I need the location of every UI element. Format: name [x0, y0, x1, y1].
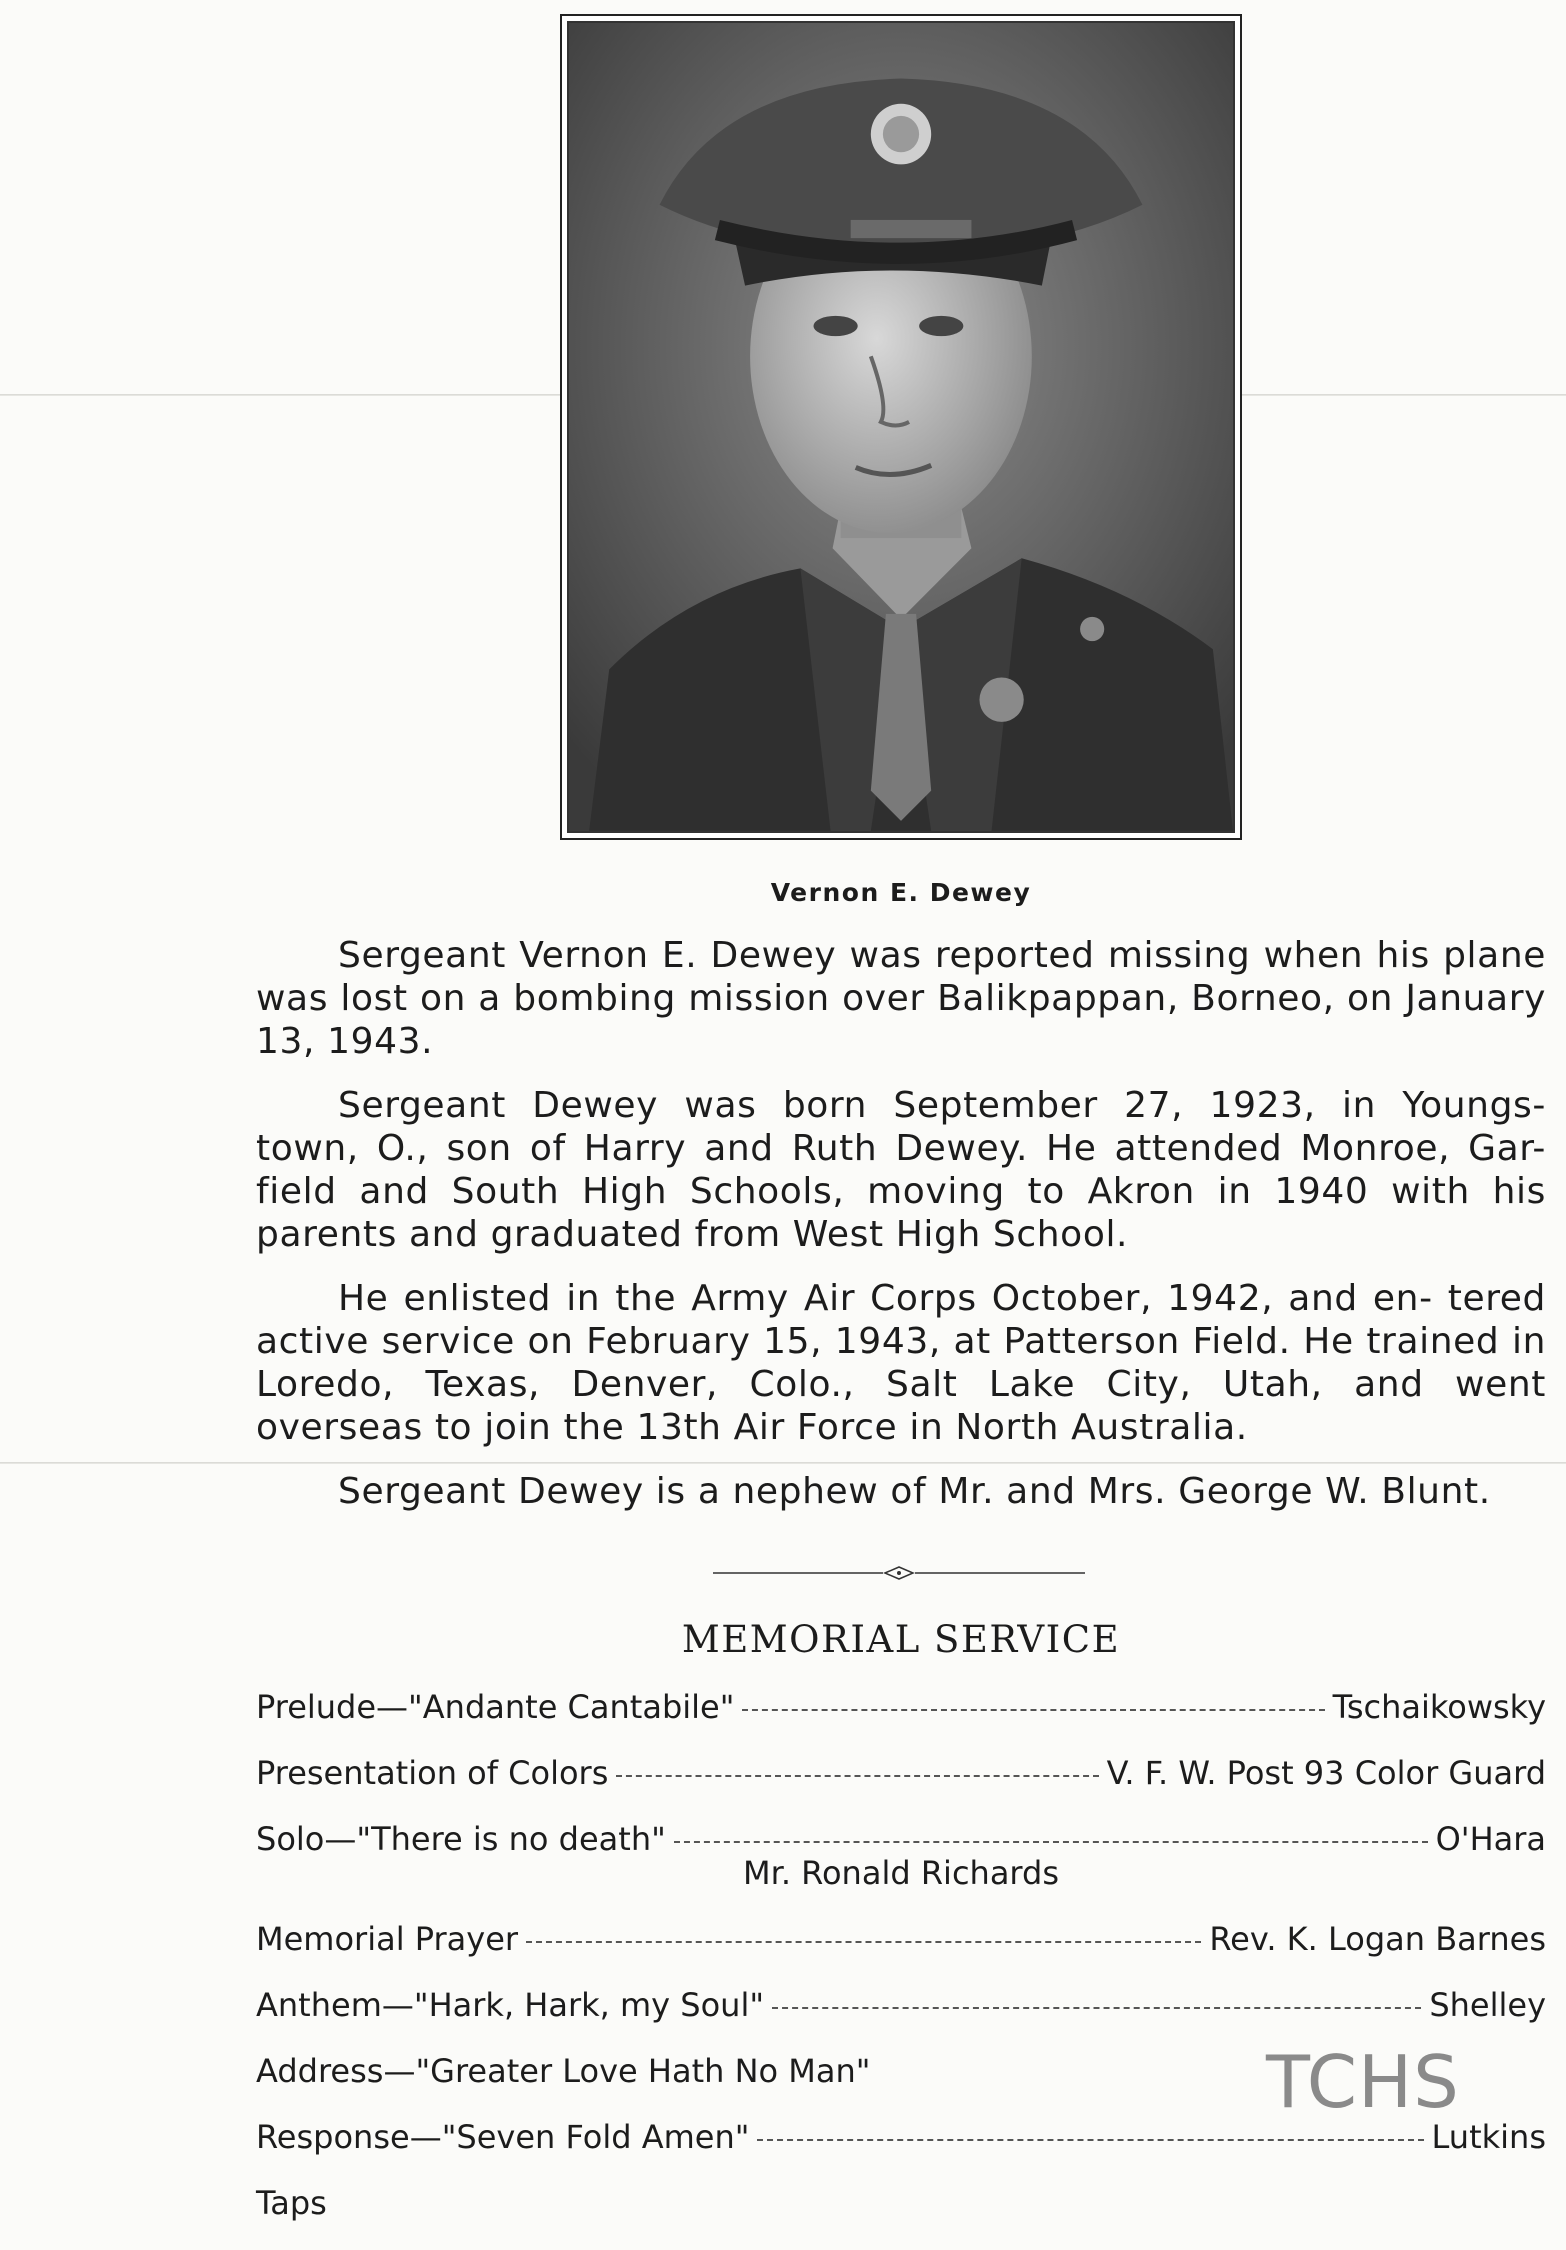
bio-paragraph: Sergeant Dewey is a nephew of Mr. and Mrs. George W. Blunt. [338, 1471, 1491, 1512]
tchs-watermark: TCHS [1266, 2040, 1460, 2124]
biography-text [256, 934, 1546, 1534]
program-item [256, 1688, 1546, 1734]
program-item-performer: Lutkins [1431, 2118, 1546, 2156]
memorial-service-title: MEMORIAL SERVICE [681, 1618, 1121, 1661]
soldier-portrait-image [569, 23, 1233, 831]
program-item [256, 2184, 1546, 2230]
program-item-title: Anthem—"Hark, Hark, my Soul" [256, 1986, 765, 2024]
dotted-leader [674, 1841, 1428, 1843]
program-item-performer: Tschaikowsky [1332, 1688, 1546, 1726]
program-item [256, 1920, 1546, 1966]
service-program [256, 1688, 1546, 2250]
bio-paragraph: He enlisted in the Army Air Corps October, 1942, and en- tered active service on February 15, 1943, at Patterson Field. He trained in Loredo, Texas, Denver, Colo., Salt Lake City, Utah, and went overseas to join the 13th Air Force in North Australia. [256, 1278, 1546, 1448]
program-item-performer: Rev. K. Logan Barnes [1209, 1920, 1546, 1958]
portrait-photo [567, 21, 1235, 833]
program-item [256, 1986, 1546, 2032]
dotted-leader [742, 1709, 1324, 1711]
dotted-leader [526, 1941, 1201, 1943]
program-item-title: Memorial Prayer [256, 1920, 519, 1958]
photo-caption: Vernon E. Dewey [770, 878, 1032, 907]
program-item-performer: V. F. W. Post 93 Color Guard [1106, 1754, 1546, 1792]
program-item [256, 1754, 1546, 1800]
program-item-title: Solo—"There is no death" [256, 1820, 666, 1858]
bio-paragraph: Sergeant Dewey was born September 27, 1923, in Youngs- town, O., son of Harry and Ruth Dewey. He attended Monroe, Gar- field and South High Schools, moving to Akron in 1940 with his parents and graduated from West High School. [256, 1085, 1546, 1255]
dotted-leader [616, 1775, 1098, 1777]
ornamental-divider [713, 1566, 1085, 1580]
program-item-performer: O'Hara [1435, 1820, 1546, 1858]
program-item-soloist: Mr. Ronald Richards [743, 1854, 1059, 1892]
program-item-title: Response—"Seven Fold Amen" [256, 2118, 750, 2156]
program-item-title: Presentation of Colors [256, 1754, 609, 1792]
program-item-performer: Shelley [1429, 1986, 1546, 2024]
program-item-title: Taps [256, 2184, 327, 2222]
program-item [256, 2118, 1546, 2164]
dotted-leader [757, 2139, 1423, 2141]
dotted-leader [772, 2007, 1421, 2009]
portrait-photo-frame [560, 14, 1242, 840]
program-item-title: Address—"Greater Love Hath No Man" [256, 2052, 871, 2090]
program-item-title: Prelude—"Andante Cantabile" [256, 1688, 735, 1726]
bio-paragraph: Sergeant Vernon E. Dewey was reported missing when his plane was lost on a bombing mission over Balikpappan, Borneo, on January 13, 1943. [256, 935, 1546, 1062]
